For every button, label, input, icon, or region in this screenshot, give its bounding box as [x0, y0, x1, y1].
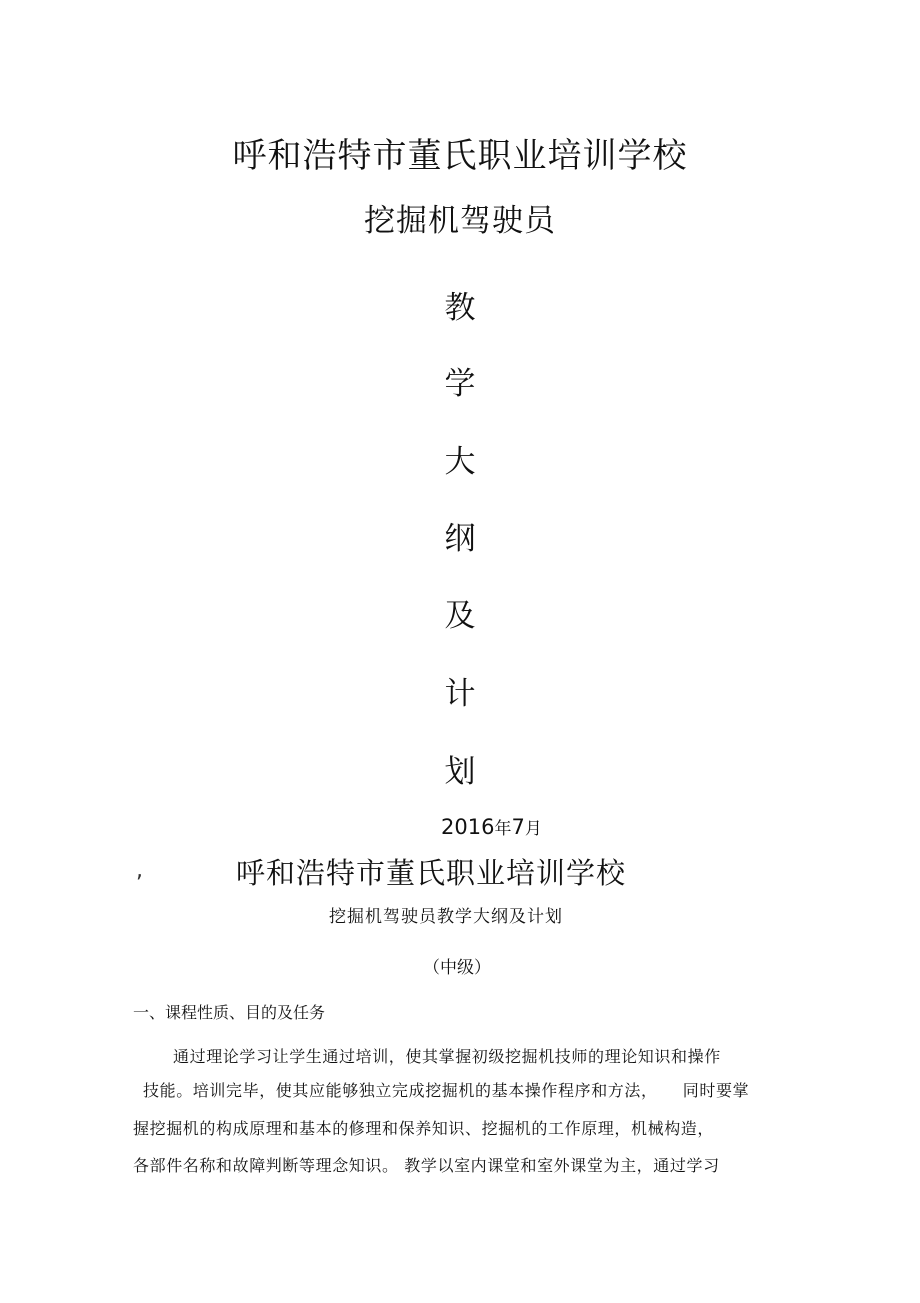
paragraph-line: 各部件名称和故障判断等理念知识。 教学以室内课堂和室外课堂为主，通过学习 [133, 1156, 720, 1175]
date-year: 2016 [441, 815, 495, 839]
cover-vertical-char: 划 [444, 754, 476, 790]
date-month: 7 [511, 815, 525, 839]
paragraph-line: 握挖掘机的构成原理和基本的修理和保养知识、挖掘机的工作原理，机械构造， [133, 1119, 715, 1138]
date-month-unit: 月 [524, 819, 542, 839]
stray-mark: , [136, 858, 143, 883]
level-label: （中级） [423, 958, 491, 978]
cover-vertical-char: 纲 [444, 521, 476, 557]
cover-vertical-char: 学 [444, 366, 476, 402]
cover-vertical-char: 计 [444, 676, 476, 712]
section-heading: 一、课程性质、目的及任务 [133, 1003, 326, 1022]
content-school-name: 呼和浩特市董氏职业培训学校 [236, 856, 627, 890]
date-year-unit: 年 [494, 819, 512, 839]
paragraph-line: 通过理论学习让学生通过培训，使其掌握初级挖掘机技师的理论知识和操作 [173, 1047, 721, 1066]
cover-vertical-char: 教 [444, 290, 476, 326]
cover-vertical-char: 及 [444, 598, 476, 634]
cover-date [441, 814, 542, 839]
doc-title: 挖掘机驾驶员教学大纲及计划 [329, 907, 563, 927]
cover-school-name: 呼和浩特市董氏职业培训学校 [232, 136, 688, 176]
cover-vertical-char: 大 [444, 444, 476, 480]
paragraph-line: 技能。培训完毕，使其应能够独立完成挖掘机的基本操作程序和方法， 同时要掌 [143, 1081, 750, 1100]
cover-subtitle: 挖掘机驾驶员 [364, 203, 556, 239]
